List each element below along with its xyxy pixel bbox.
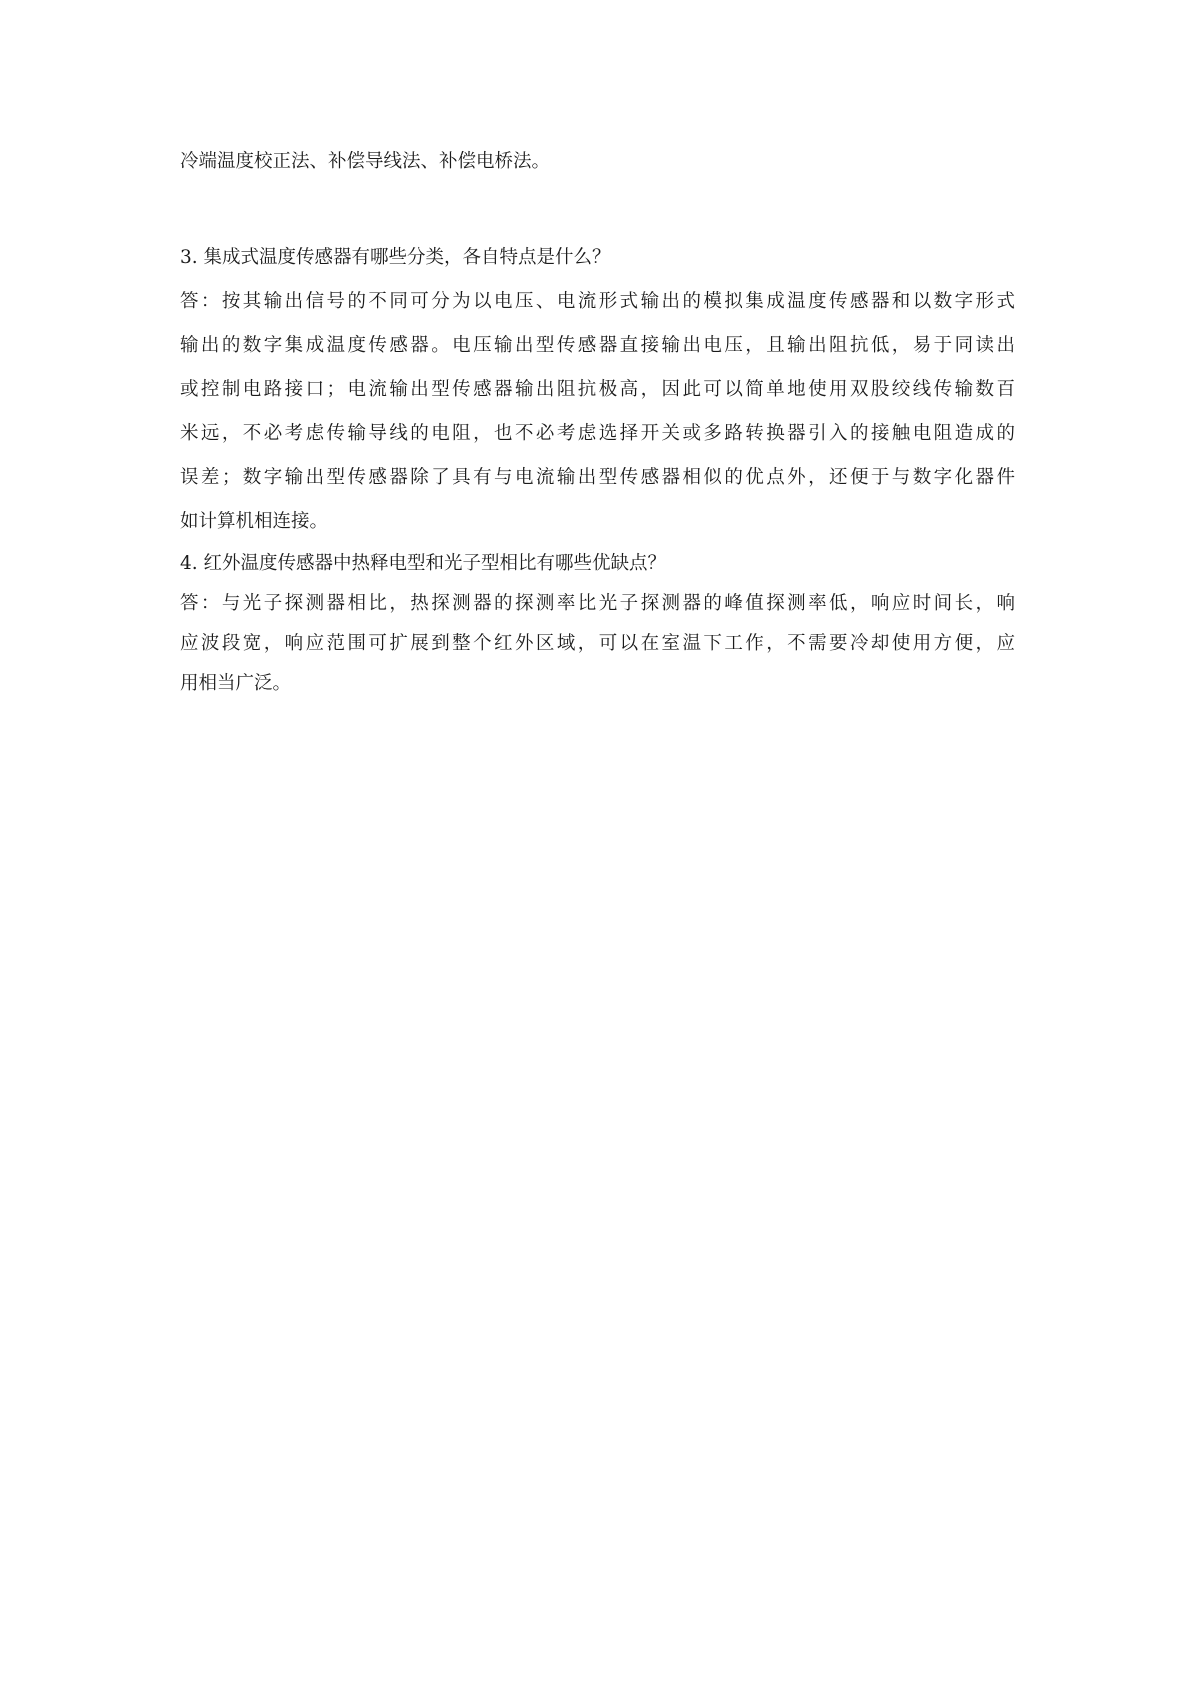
answer-3-line: 答：按其输出信号的不同可分为以电压、电流形式输出的模拟集成温度传感器和以数字形式 (180, 291, 1015, 312)
document-body (180, 140, 1015, 704)
answer-4 (180, 584, 1015, 704)
question-4: 4. 红外温度传感器中热释电型和光子型相比有哪些优缺点？ (180, 553, 667, 574)
intro-line: 冷端温度校正法、补偿导线法、补偿电桥法。 (180, 151, 551, 172)
question-3: 3. 集成式温度传感器有哪些分类，各自特点是什么？ (180, 247, 611, 268)
answer-3-line: 米远，不必考虑传输导线的电阻，也不必考虑选择开关或多路转换器引入的接触电阻造成的 (180, 423, 1015, 444)
answer-4-line: 答：与光子探测器相比，热探测器的探测率比光子探测器的峰值探测率低，响应时间长，响 (180, 593, 1015, 614)
intro-paragraph (180, 140, 1015, 184)
answer-3 (180, 280, 1015, 544)
answer-4-line: 用相当广泛。 (180, 673, 292, 694)
answer-3-line: 误差；数字输出型传感器除了具有与电流输出型传感器相似的优点外，还便于与数字化器件 (180, 467, 1015, 488)
answer-3-line: 输出的数字集成温度传感器。电压输出型传感器直接输出电压，且输出阻抗低，易于同读出 (180, 335, 1015, 356)
answer-3-line: 如计算机相连接。 (180, 511, 329, 532)
answer-3-line: 或控制电路接口；电流输出型传感器输出阻抗极高，因此可以简单地使用双股绞线传输数百 (180, 379, 1015, 400)
section-spacer (180, 184, 1015, 236)
answer-4-line: 应波段宽，响应范围可扩展到整个红外区域，可以在室温下工作，不需要冷却使用方便，应 (180, 633, 1015, 654)
